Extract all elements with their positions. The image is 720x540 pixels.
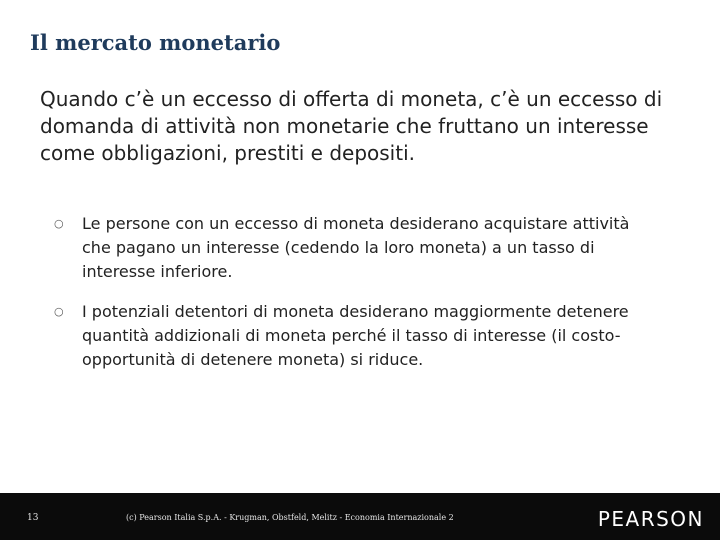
footer-credit: (c) Pearson Italia S.p.A. - Krugman, Obstfeld, Melitz - Economia Internazionale 2 — [126, 513, 454, 522]
bullet-list — [54, 212, 654, 372]
page-number: 13 — [27, 513, 39, 523]
footer-bar — [0, 493, 720, 540]
bullet-text: Le persone con un eccesso di moneta desiderano acquistare attività che pagano un interesse (cedendo la loro moneta) a un tasso di interesse inferiore. — [82, 214, 630, 281]
bullet-text: I potenziali detentori di moneta desiderano maggiormente detenere quantità addizionali di moneta perché il tasso di interesse (il costo-opportunità di detenere moneta) si riduce. — [82, 302, 629, 369]
circle-bullet-icon: ○ — [54, 305, 64, 318]
main-text: Quando c’è un eccesso di offerta di moneta, c’è un eccesso di domanda di attività non monetarie che fruttano un interesse come obbligazioni, prestiti e depositi. — [40, 87, 663, 165]
list-item — [54, 300, 654, 372]
slide-title: Il mercato monetario — [30, 30, 281, 55]
list-item — [54, 212, 654, 284]
circle-bullet-icon: ○ — [54, 217, 64, 230]
pearson-logo: PEARSON — [597, 507, 704, 531]
